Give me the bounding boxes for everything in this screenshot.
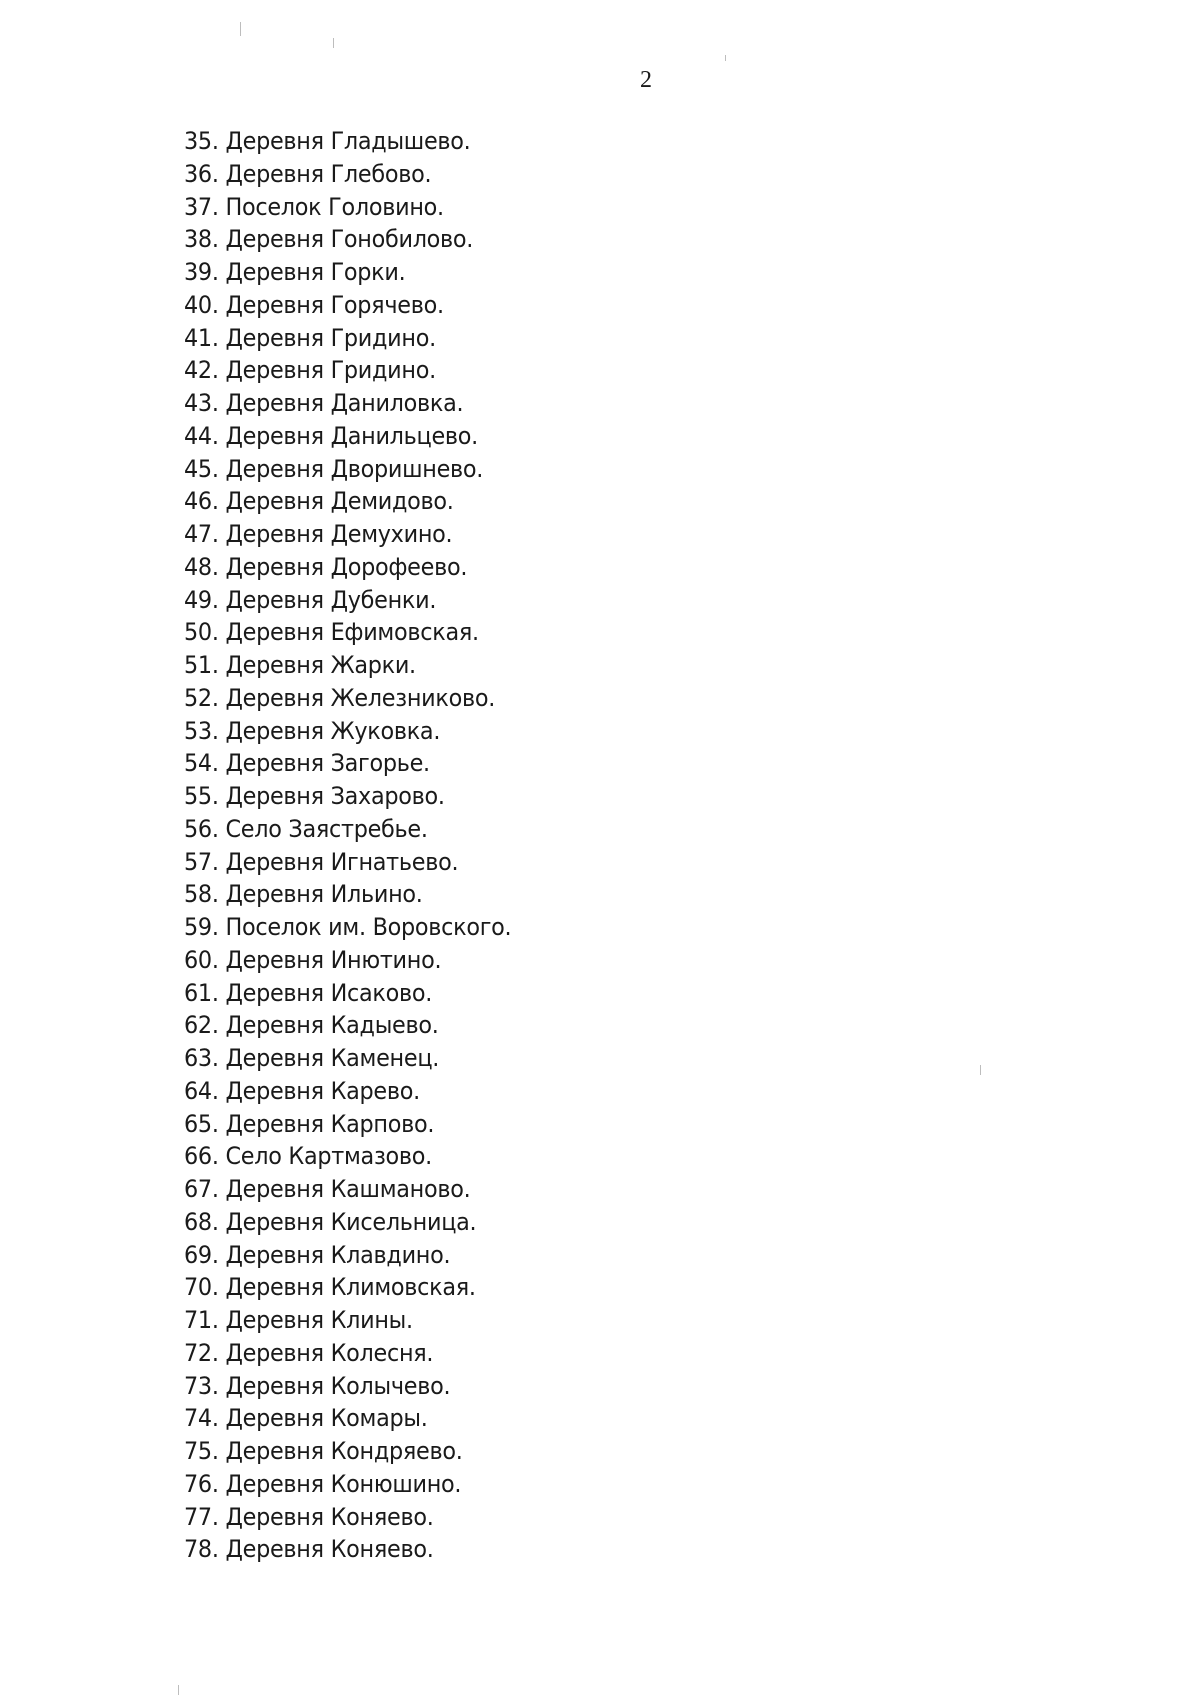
- list-item: 69. Деревня Клавдино.: [184, 1240, 451, 1269]
- list-item: 78. Деревня Коняево.: [184, 1535, 434, 1564]
- list-item: 47. Деревня Демухино.: [184, 520, 453, 548]
- list-item: 67. Деревня Кашманово.: [184, 1175, 471, 1203]
- list-item: 59. Поселок им. Воровского.: [184, 913, 512, 941]
- list-item: 44. Деревня Данильцево.: [184, 421, 478, 450]
- list-item: 61. Деревня Исаково.: [184, 978, 433, 1007]
- settlement-list: [184, 125, 536, 1566]
- list-item: 57. Деревня Игнатьево.: [184, 847, 459, 876]
- list-item: 76. Деревня Конюшино.: [184, 1469, 462, 1498]
- scan-speck: [725, 55, 726, 61]
- scan-speck: [333, 38, 334, 48]
- list-item: 53. Деревня Жуковка.: [184, 716, 441, 745]
- list-item: 60. Деревня Инютино.: [184, 945, 442, 974]
- list-item: 70. Деревня Климовская.: [184, 1273, 476, 1302]
- list-item: 40. Деревня Горячево.: [184, 290, 444, 319]
- list-item: 49. Деревня Дубенки.: [184, 585, 437, 614]
- list-item: 41. Деревня Гридино.: [184, 323, 436, 352]
- list-item: 68. Деревня Кисельница.: [184, 1207, 477, 1236]
- list-item: 66. Село Картмазово.: [184, 1142, 432, 1171]
- list-item: 64. Деревня Карево.: [184, 1076, 420, 1105]
- list-item: 74. Деревня Комары.: [184, 1404, 428, 1433]
- list-item: 45. Деревня Дворишнево.: [184, 454, 484, 483]
- list-item: 43. Деревня Даниловка.: [184, 389, 464, 417]
- scan-speck: [178, 1685, 179, 1695]
- scan-speck: [240, 22, 241, 36]
- list-item: 73. Деревня Колычево.: [184, 1371, 451, 1400]
- list-item: 62. Деревня Кадыево.: [184, 1011, 439, 1040]
- list-item: 52. Деревня Железниково.: [184, 683, 496, 712]
- list-item: 63. Деревня Каменец.: [184, 1044, 440, 1072]
- list-item: 65. Деревня Карпово.: [184, 1109, 435, 1138]
- list-item: 36. Деревня Глебово.: [184, 159, 432, 188]
- list-item: 72. Деревня Колесня.: [184, 1338, 434, 1367]
- list-item: 75. Деревня Кондряево.: [184, 1437, 463, 1465]
- list-item: 50. Деревня Ефимовская.: [184, 618, 479, 647]
- list-item: 46. Деревня Демидово.: [184, 487, 454, 516]
- scan-speck: [980, 1065, 981, 1075]
- list-item: 71. Деревня Клины.: [184, 1306, 413, 1334]
- list-item: 56. Село Заястребье.: [184, 814, 428, 843]
- list-item: 48. Деревня Дорофеево.: [184, 552, 468, 581]
- list-item: 38. Деревня Гонобилово.: [184, 225, 474, 254]
- list-item: 55. Деревня Захарово.: [184, 782, 445, 810]
- list-item: 54. Деревня Загорье.: [184, 749, 430, 778]
- list-item: 35. Деревня Гладышево.: [184, 127, 471, 155]
- list-item: 51. Деревня Жарки.: [184, 651, 416, 679]
- page-number: 2: [640, 67, 652, 93]
- list-item: 42. Деревня Гридино.: [184, 356, 436, 385]
- list-item: 39. Деревня Горки.: [184, 258, 406, 286]
- list-item: 58. Деревня Ильино.: [184, 880, 423, 909]
- list-item: 77. Деревня Коняево.: [184, 1502, 434, 1531]
- list-item: 37. Поселок Головино.: [184, 192, 444, 221]
